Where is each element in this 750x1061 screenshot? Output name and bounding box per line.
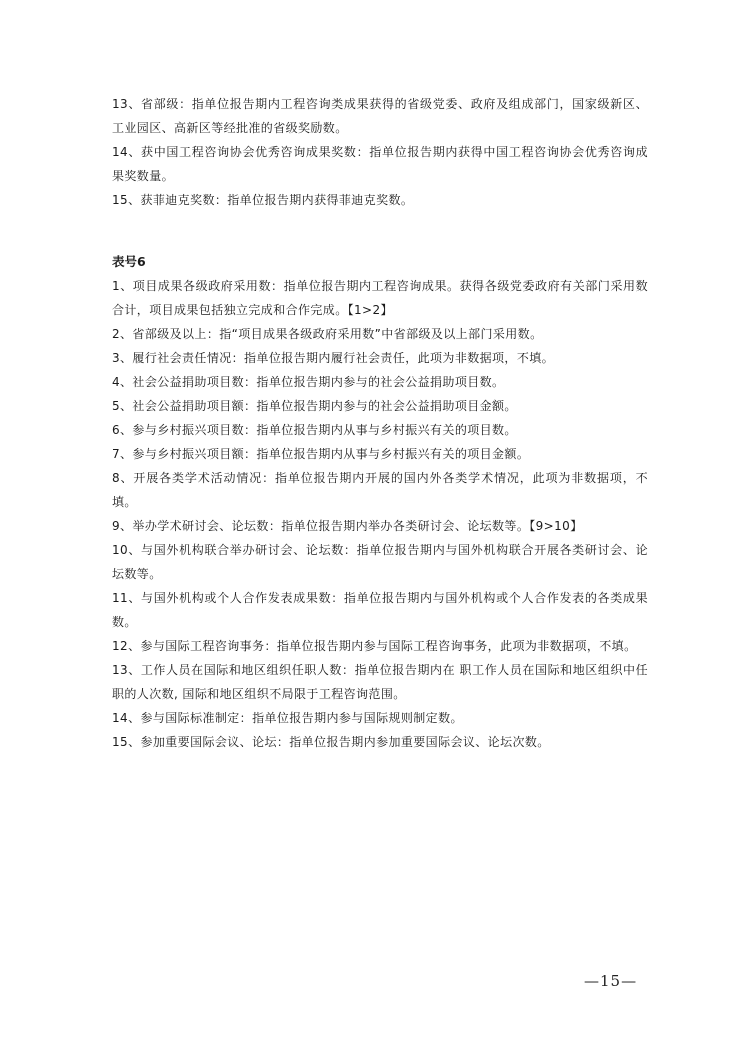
list-item: 2、省部级及以上：指“项目成果各级政府采用数”中省部级及以上部门采用数。 — [112, 327, 543, 341]
list-item: 8、开展各类学术活动情况：指单位报告期内开展的国内外各类学术情况，此项为非数据项，不填。 — [112, 471, 648, 509]
list-item: 9、举办学术研讨会、论坛数：指单位报告期内举办各类研讨会、论坛数等。【9>10】 — [112, 519, 583, 533]
list-item: 3、履行社会责任情况：指单位报告期内履行社会责任，此项为非数据项，不填。 — [112, 351, 555, 365]
list-item: 5、社会公益捐助项目额：指单位报告期内参与的社会公益捐助项目金额。 — [112, 399, 517, 413]
list-item: 11、与国外机构或个人合作发表成果数：指单位报告期内与国外机构或个人合作发表的各类成果数。 — [112, 591, 648, 629]
list-item: 14、参与国际标准制定：指单位报告期内参与国际规则制定数。 — [112, 711, 463, 725]
list-item: 6、参与乡村振兴项目数：指单位报告期内从事与乡村振兴有关的项目数。 — [112, 423, 517, 437]
list-item: 15、获菲迪克奖数：指单位报告期内获得菲迪克奖数。 — [112, 193, 414, 207]
list-item: 13、省部级：指单位报告期内工程咨询类成果获得的省级党委、政府及组成部门，国家级新区、工业园区、高新区等经批准的省级奖励数。 — [112, 97, 648, 135]
top-items — [112, 92, 648, 212]
list-item: 13、工作人员在国际和地区组织任职人数：指单位报告期内在 职工作人员在国际和地区组织中任职的人次数, 国际和地区组织不局限于工程咨询范围。 — [112, 663, 648, 701]
list-item: 7、参与乡村振兴项目额：指单位报告期内从事与乡村振兴有关的项目金额。 — [112, 447, 530, 461]
section-heading: 表号6 — [112, 254, 146, 269]
page-number: —15— — [584, 972, 638, 990]
list-item: 1、项目成果各级政府采用数：指单位报告期内工程咨询成果。获得各级党委政府有关部门采用数合计，项目成果包括独立完成和合作完成。【1>2】 — [112, 279, 648, 317]
list-item: 12、参与国际工程咨询事务：指单位报告期内参与国际工程咨询事务，此项为非数据项，不填。 — [112, 639, 637, 653]
list-item: 10、与国外机构联合举办研讨会、论坛数：指单位报告期内与国外机构联合开展各类研讨会、论坛数等。 — [112, 543, 648, 581]
list-item: 4、社会公益捐助项目数：指单位报告期内参与的社会公益捐助项目数。 — [112, 375, 505, 389]
section-table6 — [112, 250, 648, 754]
list-item: 14、获中国工程咨询协会优秀咨询成果奖数：指单位报告期内获得中国工程咨询协会优秀咨询成果奖数量。 — [112, 145, 648, 183]
list-item: 15、参加重要国际会议、论坛：指单位报告期内参加重要国际会议、论坛次数。 — [112, 735, 550, 749]
